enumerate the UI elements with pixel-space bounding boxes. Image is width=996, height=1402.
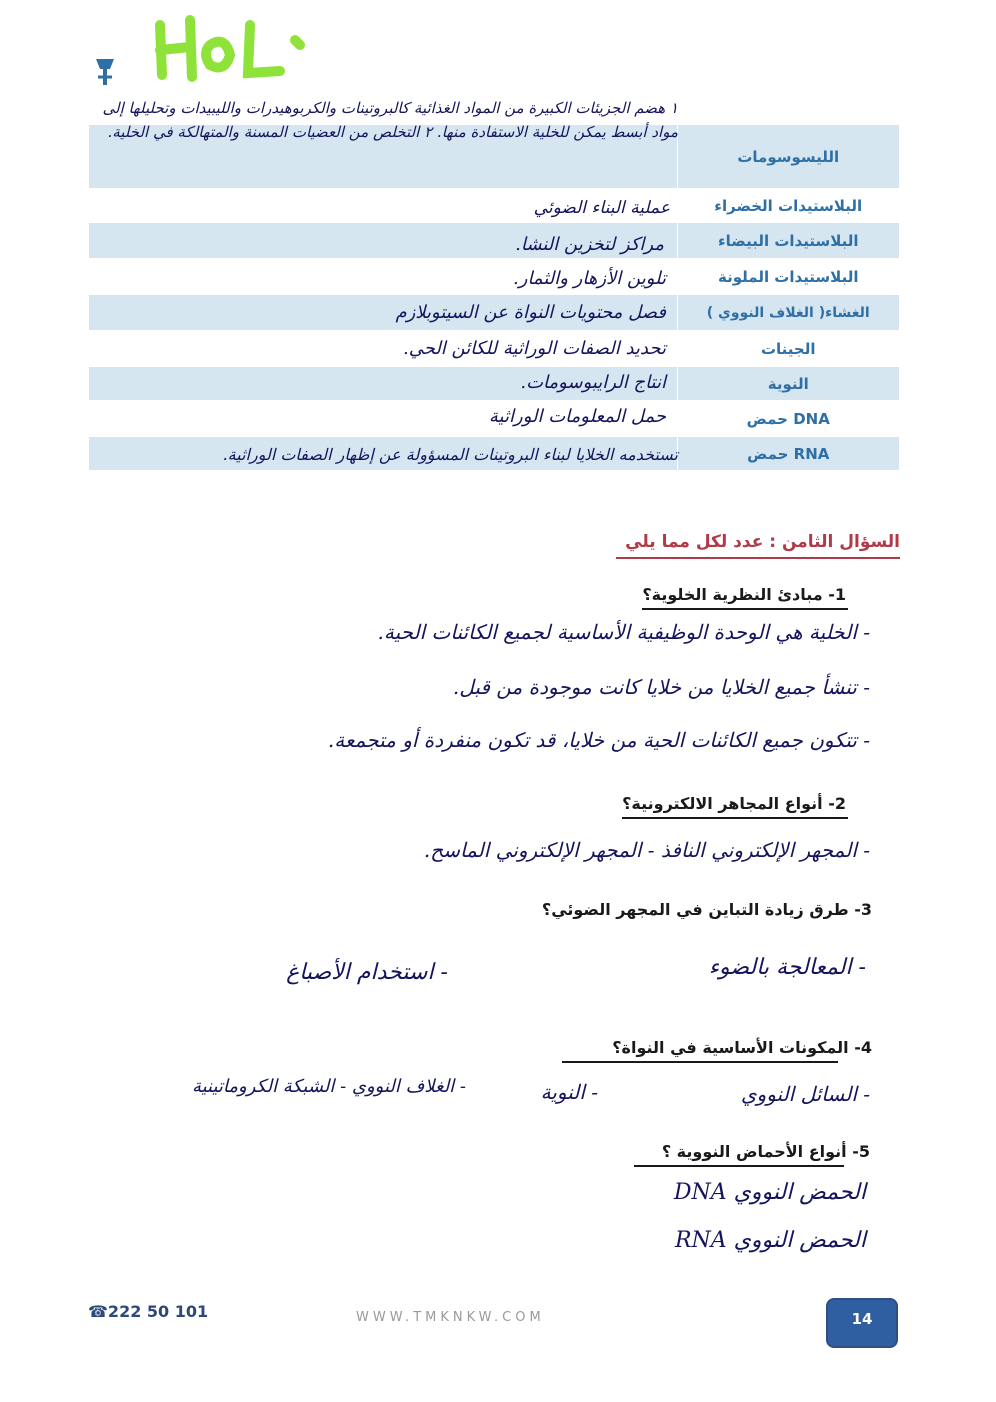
title-underline (616, 557, 900, 559)
handwritten-answer: فصل محتويات النواة عن السيتوبلازم (395, 302, 666, 323)
term-cell: حمض RNA (677, 437, 900, 471)
handwritten-answer: حمل المعلومات الوراثية (488, 406, 666, 427)
svg-text:Hi.!: Hi.! (200, 83, 202, 84)
pin-icon (90, 55, 120, 89)
handwritten-answer: - المجهر الإلكتروني النافذ - المجهر الإلكتروني الماسح. (423, 838, 870, 862)
section-title: السؤال الثامن : عدد لكل مما يلي (625, 532, 900, 552)
term-cell: الليسوسومات (677, 125, 900, 189)
handwritten-answer: انتاج الرايبوسومات. (520, 372, 666, 393)
question-prompt: 1- مبادئ النظرية الخلوية؟ (642, 585, 846, 604)
handwritten-answer: الحمض النووي RNA (674, 1228, 866, 1253)
term-cell: حمض DNA (677, 401, 900, 437)
question-prompt: 3- طرق زيادة التباين في المجهر الضوئي؟ (541, 900, 872, 919)
term-cell: النوية (677, 367, 900, 401)
table-row (89, 367, 900, 401)
handwritten-answer: - الخلية هي الوحدة الوظيفية الأساسية لجميع الكائنات الحية. (377, 620, 870, 644)
handwritten-answer: - تنشأ جميع الخلايا من خلايا كانت موجودة من قبل. (452, 675, 870, 699)
term-cell: البلاستيدات البيضاء (677, 223, 900, 259)
table-row (89, 223, 900, 259)
footer-phone: ☎222 50 101 (88, 1302, 209, 1321)
prompt-underline (642, 608, 848, 610)
question-prompt: 5- أنواع الأحماض النووية ؟ (661, 1142, 870, 1161)
handwritten-answer: تلوين الأزهار والثمار. (513, 268, 666, 289)
handwritten-answer: - المعالجة بالضوء (708, 955, 866, 980)
handwritten-answer: مراكز لتخزين النشا. (515, 234, 664, 255)
term-cell: الجينات (677, 331, 900, 367)
handwritten-answer: الحمض النووي DNA (673, 1180, 866, 1205)
handwritten-answer: - النوية (540, 1080, 598, 1104)
handwritten-answer: - تتكون جميع الكائنات الحية من خلايا، قد تكون منفردة أو متجمعة. (327, 728, 870, 752)
table-row (89, 259, 900, 295)
page-number: 14 (851, 1310, 873, 1328)
term-cell: البلاستيدات الملونة (677, 259, 900, 295)
footer-url: WWW.TMKNKW.COM (356, 1310, 545, 1325)
hi-logo (140, 5, 320, 85)
handwritten-answer: تستخدمه الخلايا لبناء البروتينات المسؤولة عن إظهار الصفات الوراثية. (222, 445, 678, 464)
handwritten-answer: - الغلاف النووي - الشبكة الكروماتينية (191, 1076, 466, 1097)
prompt-underline (634, 1165, 844, 1167)
handwritten-answer: تحديد الصفات الوراثية للكائن الحي. (402, 338, 666, 359)
term-cell: البلاستيدات الخضراء (677, 189, 900, 223)
prompt-underline (562, 1061, 838, 1063)
question-prompt: 2- أنواع المجاهر الالكترونية؟ (622, 794, 846, 813)
handwritten-answer: - استخدام الأصباغ (286, 960, 448, 985)
handwritten-answer: ١ هضم الجزيئات الكبيرة من المواد الغذائية كالبروتينات والكربوهيدرات والليبيدات وتحليلها إلى مواد أبسط يمكن للخلية الاستفادة منها. ٢ التخلص من العضيات المسنة والمتهالكة في الخلية. (102, 99, 678, 141)
handwritten-answer: - السائل النووي (740, 1082, 870, 1106)
prompt-underline (622, 817, 848, 819)
question-prompt: 4- المكونات الأساسية في النواة؟ (612, 1038, 872, 1057)
term-cell: الغشاء( الغلاف النووي ) (677, 295, 900, 331)
handwritten-answer: عملية البناء الضوئي (533, 198, 670, 218)
table-row (89, 189, 900, 223)
